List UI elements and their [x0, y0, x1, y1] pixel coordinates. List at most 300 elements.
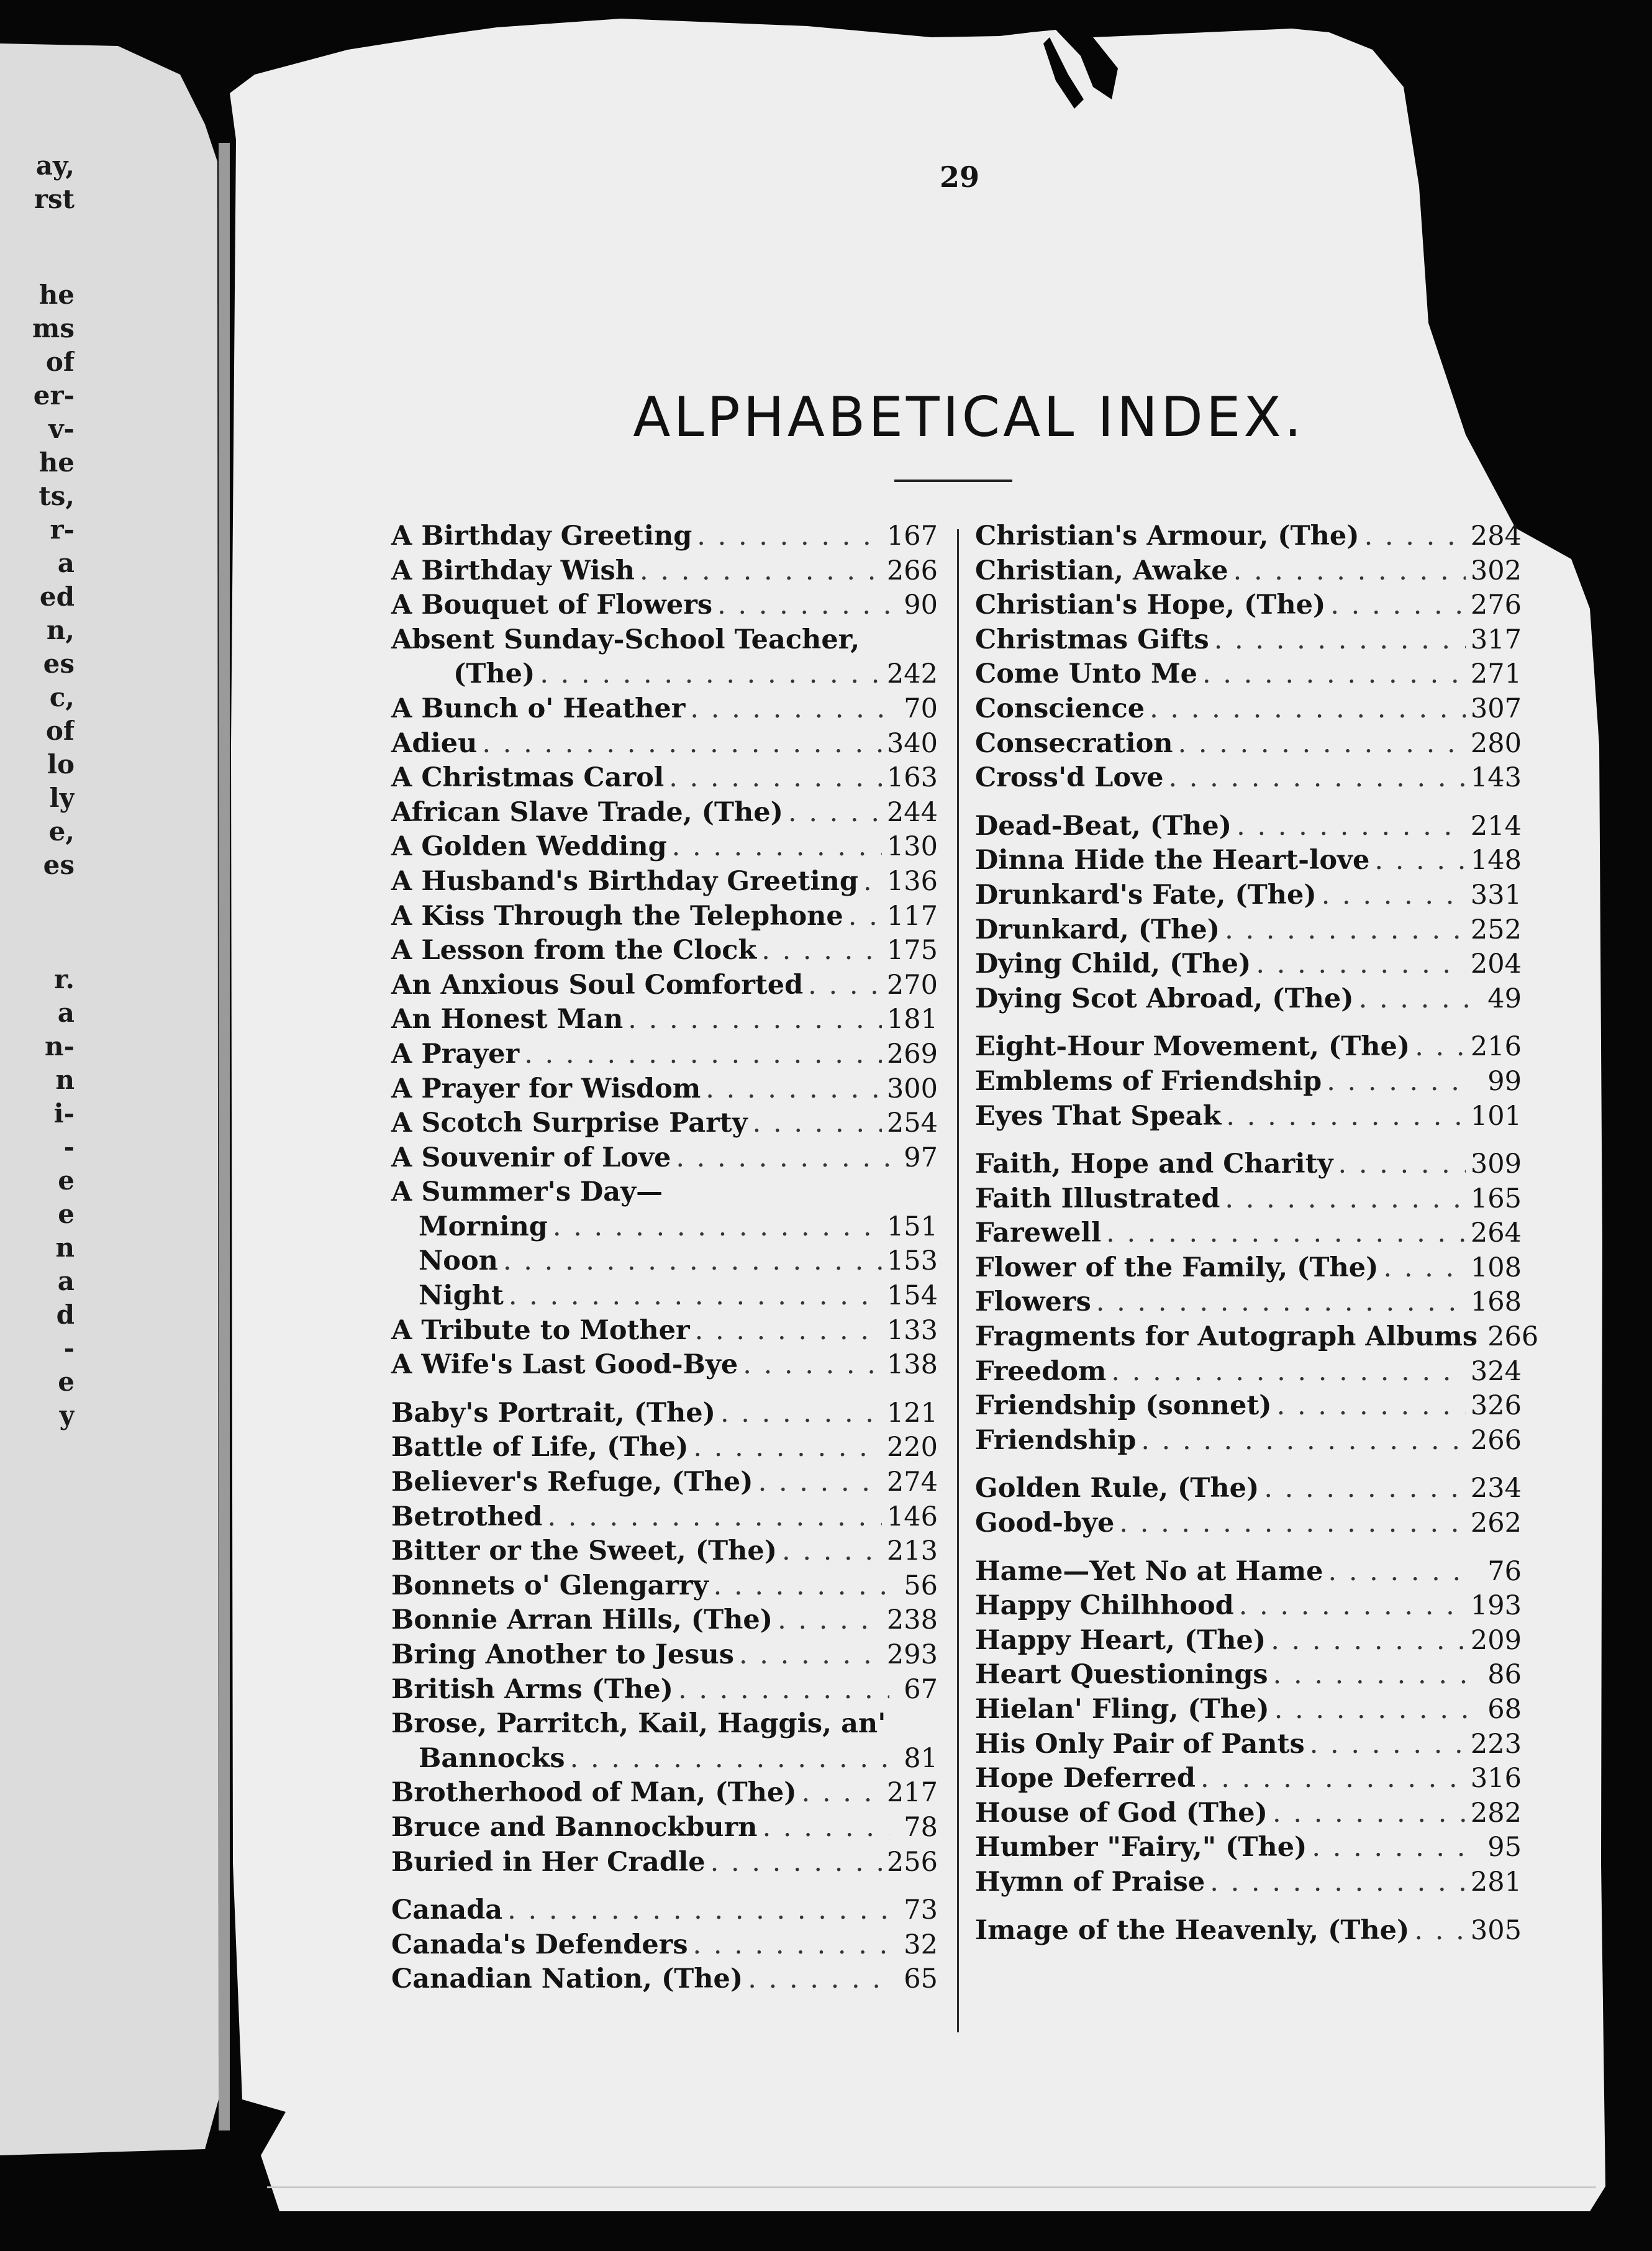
entry-title: Adieu — [391, 727, 478, 759]
leader-dots — [524, 1039, 882, 1070]
leader-dots — [763, 1812, 889, 1843]
leader-dots — [710, 1847, 882, 1878]
index-entry — [975, 811, 1522, 845]
leader-dots — [507, 1894, 889, 1926]
index-entry — [975, 1473, 1522, 1507]
index-entry — [391, 1280, 938, 1315]
edge-text-line: r. — [54, 964, 75, 994]
index-entry — [975, 555, 1522, 590]
edge-text-line: n — [55, 1232, 75, 1263]
edge-text-line: of — [45, 716, 75, 746]
edge-text-line: e — [58, 1165, 75, 1196]
edge-text-line: er- — [33, 380, 75, 411]
entry-title: Betrothed — [391, 1501, 543, 1532]
entry-title: A Birthday Wish — [391, 555, 635, 586]
entry-title: Bring Another to Jesus — [391, 1639, 734, 1670]
index-entry — [975, 624, 1522, 659]
index-entry — [975, 1625, 1522, 1660]
entry-page: 264 — [1470, 1217, 1522, 1249]
entry-title: Battle of Life, (The) — [391, 1432, 689, 1463]
leader-dots — [1273, 1659, 1473, 1690]
index-entry — [975, 1507, 1522, 1542]
index-entry — [391, 1501, 938, 1536]
leader-dots — [1312, 1832, 1473, 1863]
entry-title: A Scotch Surprise Party — [391, 1107, 748, 1139]
index-entry — [391, 1142, 938, 1177]
edge-text-line: ms — [32, 313, 75, 343]
index-entry — [391, 1535, 938, 1570]
entry-page: 136 — [886, 865, 938, 897]
entry-page: 266 — [1487, 1321, 1539, 1353]
leader-dots — [1239, 1590, 1466, 1621]
entry-page: 293 — [886, 1639, 938, 1670]
entry-page: 305 — [1470, 1914, 1522, 1946]
entry-page: 326 — [1470, 1390, 1522, 1422]
entry-title: A Kiss Through the Telephone — [391, 900, 843, 932]
index-entry — [391, 935, 938, 970]
leader-dots — [1328, 1556, 1474, 1587]
entry-title: Dead-Beat, (The) — [975, 810, 1232, 842]
entry-page: 168 — [1470, 1286, 1522, 1318]
entry-page: 307 — [1470, 693, 1522, 724]
index-entry — [391, 1107, 938, 1142]
leader-dots — [788, 797, 882, 828]
leader-dots — [1359, 983, 1473, 1014]
entry-title: Freedom — [975, 1355, 1107, 1387]
leader-dots — [695, 1315, 882, 1346]
leader-dots — [1141, 1425, 1466, 1456]
entry-title: Hame—Yet No at Hame — [975, 1555, 1323, 1587]
index-entry — [391, 693, 938, 728]
entry-title: An Honest Man — [391, 1004, 624, 1035]
entry-page: 163 — [886, 762, 938, 794]
entry-page: 151 — [886, 1211, 938, 1242]
index-entry — [975, 914, 1522, 949]
entry-page: 133 — [886, 1314, 938, 1346]
entry-page: 256 — [886, 1846, 938, 1878]
entry-title: Fragments for Autograph Albums — [975, 1321, 1478, 1353]
entry-page: 193 — [1470, 1590, 1522, 1622]
entry-page: 167 — [886, 521, 938, 552]
entry-page: 216 — [1470, 1031, 1522, 1063]
index-entry — [391, 1812, 938, 1847]
entry-title: Canada — [391, 1894, 503, 1926]
index-entry — [975, 762, 1522, 797]
entry-title: Dinna Hide the Heart-love — [975, 845, 1370, 876]
index-entry — [391, 1004, 938, 1039]
index-entry — [391, 555, 938, 590]
entry-title: Friendship (sonnet) — [975, 1390, 1272, 1422]
index-entry — [975, 845, 1522, 880]
entry-title: Dying Child, (The) — [975, 948, 1251, 980]
leader-dots — [693, 1929, 889, 1960]
index-entry — [391, 521, 938, 555]
edge-text-line: lo — [47, 749, 75, 780]
leader-dots — [1310, 1729, 1466, 1760]
leader-dots — [1168, 762, 1465, 793]
edge-text-line: ly — [49, 783, 75, 813]
index-entry — [975, 1832, 1522, 1867]
entry-page: 214 — [1470, 810, 1522, 842]
index-entry — [391, 1245, 938, 1280]
entry-page: 223 — [1470, 1728, 1522, 1760]
leader-dots — [1111, 1356, 1466, 1387]
entry-page: 220 — [886, 1432, 938, 1463]
entry-title: Conscience — [975, 693, 1145, 724]
entry-title: A Wife's Last Good-Bye — [391, 1349, 738, 1381]
leader-dots — [706, 1073, 882, 1104]
leader-dots — [1256, 948, 1466, 980]
leader-dots — [1210, 1867, 1466, 1898]
leader-dots — [1225, 1183, 1466, 1214]
entry-page: 130 — [886, 831, 938, 863]
entry-title: Good-bye — [975, 1507, 1115, 1539]
index-entry — [391, 1315, 938, 1350]
index-entry — [975, 1694, 1522, 1729]
leader-dots — [1214, 624, 1466, 655]
leader-dots — [1322, 880, 1466, 911]
entry-title: British Arms (The) — [391, 1673, 673, 1705]
entry-page: 266 — [886, 555, 938, 586]
edge-text-line — [0, 216, 75, 278]
entry-page: 270 — [886, 969, 938, 1001]
leader-dots — [570, 1743, 889, 1774]
entry-page: 117 — [886, 900, 938, 932]
entry-title: House of God (The) — [975, 1797, 1268, 1829]
index-entry — [391, 866, 938, 901]
entry-title: Flowers — [975, 1286, 1091, 1318]
entry-title: African Slave Trade, (The) — [391, 796, 783, 828]
leader-dots — [753, 1107, 882, 1139]
entry-title: Eyes That Speak — [975, 1100, 1222, 1132]
index-entry — [975, 1763, 1522, 1798]
entry-title: Farewell — [975, 1217, 1102, 1249]
entry-page: 76 — [1487, 1555, 1522, 1587]
entry-page: 300 — [886, 1073, 938, 1104]
entry-title: Canada's Defenders — [391, 1929, 688, 1960]
entry-page: 49 — [1487, 983, 1522, 1014]
entry-page: 331 — [1470, 879, 1522, 911]
edge-text-line: he — [39, 280, 75, 310]
entry-page: 204 — [1470, 948, 1522, 980]
entry-page: 146 — [886, 1501, 938, 1532]
leader-dots — [802, 1777, 882, 1808]
index-entry — [391, 1349, 938, 1384]
entry-title: Brotherhood of Man, (The) — [391, 1777, 797, 1809]
page-title: ALPHABETICAL INDEX. — [633, 385, 1305, 449]
entry-title: Hope Deferred — [975, 1763, 1196, 1794]
leader-dots — [1277, 1390, 1466, 1421]
entry-page: 181 — [886, 1004, 938, 1035]
entry-title: His Only Pair of Pants — [975, 1728, 1305, 1760]
entry-page: 90 — [904, 589, 938, 621]
index-entry — [391, 1674, 938, 1709]
leader-dots — [1237, 811, 1466, 842]
leader-dots — [778, 1604, 882, 1635]
index-entry — [975, 1867, 1522, 1901]
entry-title: Consecration — [975, 727, 1173, 759]
entry-page: 276 — [1470, 589, 1522, 621]
index-entry — [391, 797, 938, 832]
entry-page: 234 — [1470, 1473, 1522, 1504]
leader-dots — [547, 1501, 881, 1532]
entry-page: 138 — [886, 1349, 938, 1381]
index-entry — [975, 1590, 1522, 1625]
entry-page: 81 — [904, 1742, 938, 1774]
entry-title: A Bunch o' Heather — [391, 693, 686, 724]
leader-dots — [509, 1280, 882, 1311]
entry-title: Image of the Heavenly, (The) — [975, 1914, 1410, 1946]
index-entry — [975, 1286, 1522, 1321]
entry-title: Come Unto Me — [975, 658, 1197, 690]
leader-dots — [1383, 1252, 1465, 1283]
entry-page: 281 — [1470, 1866, 1522, 1898]
edge-text-line: n, — [46, 615, 75, 645]
index-entry — [975, 1101, 1522, 1135]
column-divider — [957, 529, 959, 2032]
index-entry — [975, 1659, 1522, 1694]
leader-dots — [1364, 521, 1466, 552]
index-entry — [975, 1252, 1522, 1287]
leader-dots — [782, 1535, 882, 1567]
entry-page: 280 — [1470, 727, 1522, 759]
leader-dots — [1233, 555, 1466, 586]
entry-page: 56 — [904, 1570, 938, 1601]
leader-dots — [1264, 1473, 1466, 1504]
leader-dots — [1415, 1031, 1466, 1062]
index-entry — [975, 1183, 1522, 1218]
index-entry — [975, 1729, 1522, 1763]
leader-dots — [1096, 1286, 1466, 1317]
edge-text-line: rst — [34, 184, 75, 214]
entry-page: 213 — [886, 1535, 938, 1567]
entry-title: Faith, Hope and Charity — [975, 1148, 1333, 1180]
leader-dots — [1330, 589, 1466, 621]
entry-page: 67 — [904, 1673, 938, 1705]
entry-title: Baby's Portrait, (The) — [391, 1397, 715, 1429]
entry-title: Friendship — [975, 1424, 1137, 1456]
index-entry — [391, 1398, 938, 1432]
leader-dots — [1327, 1066, 1473, 1097]
leader-dots — [1150, 693, 1466, 724]
index-entry — [391, 1073, 938, 1108]
leader-dots — [761, 935, 882, 966]
entry-page: 78 — [904, 1811, 938, 1843]
edge-text-line: - — [63, 1132, 75, 1162]
index-entry — [975, 521, 1522, 555]
leader-dots — [1202, 658, 1466, 689]
entry-title: Drunkard's Fate, (The) — [975, 879, 1317, 911]
entry-title: A Birthday Greeting — [391, 521, 692, 552]
entry-page: 73 — [904, 1894, 938, 1926]
edge-text-line: d — [56, 1299, 75, 1330]
index-entry — [391, 1639, 938, 1674]
entry-title: A Tribute to Mother — [391, 1314, 690, 1346]
index-column-right — [975, 521, 1539, 1949]
entry-title: An Anxious Soul Comforted — [391, 969, 804, 1001]
index-entry — [391, 658, 938, 693]
entry-page: 324 — [1470, 1355, 1522, 1387]
leader-dots — [1106, 1217, 1466, 1248]
edge-text-line: n — [55, 1065, 75, 1095]
leader-dots — [1338, 1148, 1466, 1180]
edge-text-line: e — [58, 1367, 75, 1397]
index-entry — [975, 880, 1522, 914]
entry-title: (The) — [453, 658, 535, 690]
entry-page: 209 — [1470, 1624, 1522, 1656]
entry-page: 97 — [904, 1142, 938, 1173]
leader-dots — [739, 1639, 882, 1670]
entry-page: 68 — [1487, 1694, 1522, 1725]
leader-dots — [1119, 1507, 1466, 1539]
leader-dots — [1226, 1101, 1466, 1132]
entry-page: 101 — [1470, 1100, 1522, 1132]
leader-dots — [640, 555, 882, 586]
entry-title: A Bouquet of Flowers — [391, 589, 713, 621]
entry-title: Morning — [419, 1211, 548, 1242]
entry-title: A Christmas Carol — [391, 762, 665, 794]
entry-page: 238 — [886, 1604, 938, 1636]
index-entry — [975, 1425, 1522, 1460]
edge-text-line: of — [45, 347, 75, 377]
leader-dots — [1271, 1625, 1466, 1656]
leader-dots — [482, 728, 882, 759]
entry-title: Happy Heart, (The) — [975, 1624, 1266, 1656]
index-entry — [975, 728, 1522, 763]
leader-dots — [628, 1004, 882, 1035]
entry-page: 99 — [1487, 1065, 1522, 1097]
entry-page: 316 — [1470, 1763, 1522, 1794]
entry-title: Brose, Parritch, Kail, Haggis, an' — [391, 1708, 886, 1740]
leader-dots — [697, 521, 882, 552]
index-entry — [391, 762, 938, 797]
leader-dots — [1274, 1694, 1473, 1725]
leader-dots — [553, 1211, 882, 1242]
leader-dots — [717, 589, 889, 621]
edge-text-line: e, — [48, 816, 75, 847]
index-entry — [391, 970, 938, 1004]
entry-title: Noon — [419, 1245, 498, 1277]
entry-title: Dying Scot Abroad, (The) — [975, 983, 1354, 1014]
entry-title: Canadian Nation, (The) — [391, 1963, 743, 1995]
leader-dots — [743, 1349, 882, 1380]
index-entry — [391, 1708, 938, 1743]
index-entry — [391, 624, 938, 659]
index-entry — [975, 1556, 1522, 1591]
edge-text-line: r- — [50, 514, 75, 545]
index-entry — [391, 1176, 938, 1211]
edge-text-line: ay, — [35, 150, 75, 181]
entry-title: Christian's Armour, (The) — [975, 521, 1359, 552]
index-entry — [975, 1217, 1522, 1252]
entry-title: Bitter or the Sweet, (The) — [391, 1535, 778, 1567]
entry-title: Drunkard, (The) — [975, 914, 1220, 945]
entry-page: 340 — [886, 727, 938, 759]
entry-title: Believer's Refuge, (The) — [391, 1467, 753, 1498]
entry-page: 262 — [1470, 1507, 1522, 1539]
index-entry — [391, 728, 938, 763]
facing-page-edge-text — [0, 149, 75, 1430]
leader-dots — [693, 1432, 882, 1463]
leader-dots — [690, 693, 889, 724]
index-entry — [391, 1432, 938, 1467]
leader-dots — [714, 1570, 889, 1601]
entry-title: Buried in Her Cradle — [391, 1846, 706, 1878]
index-entry — [391, 1570, 938, 1605]
leader-dots — [1273, 1798, 1466, 1829]
edge-text-line: e — [58, 1199, 75, 1229]
edge-text-line: a — [57, 548, 75, 578]
index-entry — [975, 1915, 1522, 1950]
entry-page: 242 — [886, 658, 938, 690]
leader-dots — [863, 866, 882, 897]
entry-title: A Husband's Birthday Greeting — [391, 865, 858, 897]
index-entry — [975, 1066, 1522, 1101]
index-entry — [975, 1321, 1539, 1356]
leader-dots — [672, 831, 882, 862]
entry-title: Eight-Hour Movement, (The) — [975, 1031, 1410, 1063]
leader-dots — [720, 1398, 882, 1429]
edge-text-line: i- — [53, 1098, 75, 1129]
entry-page: 274 — [886, 1467, 938, 1498]
edge-text-line: - — [63, 1333, 75, 1363]
entry-page: 282 — [1470, 1797, 1522, 1829]
entry-title: Bonnie Arran Hills, (The) — [391, 1604, 773, 1636]
entry-title: A Summer's Day— — [391, 1176, 663, 1208]
entry-title: Hymn of Praise — [975, 1866, 1205, 1898]
entry-title: Christian's Hope, (The) — [975, 589, 1326, 621]
leader-dots — [1414, 1915, 1466, 1946]
leader-dots — [1200, 1763, 1466, 1794]
index-entry — [391, 901, 938, 935]
index-entry — [391, 1467, 938, 1501]
entry-title: A Souvenir of Love — [391, 1142, 671, 1173]
entry-title: Bannocks — [419, 1742, 565, 1774]
edge-text-line — [0, 882, 75, 963]
entry-title: Flower of the Family, (The) — [975, 1252, 1379, 1283]
title-rule — [894, 480, 1012, 482]
entry-title: Night — [419, 1280, 504, 1312]
index-entry — [391, 1604, 938, 1639]
leader-dots — [1225, 914, 1466, 945]
index-entry — [391, 1777, 938, 1812]
leader-dots — [848, 901, 882, 932]
edge-text-line: ed — [39, 581, 75, 612]
index-entry — [391, 1929, 938, 1964]
entry-page: 154 — [886, 1280, 938, 1312]
leader-dots — [1178, 728, 1466, 759]
edge-text-line: v- — [48, 414, 75, 444]
index-entry — [975, 1356, 1522, 1391]
entry-page: 309 — [1470, 1148, 1522, 1180]
index-entry — [391, 1847, 938, 1881]
entry-title: Hielan' Fling, (The) — [975, 1694, 1269, 1725]
index-entry — [975, 1148, 1522, 1183]
entry-page: 284 — [1470, 521, 1522, 552]
entry-page: 252 — [1470, 914, 1522, 945]
entry-page: 108 — [1470, 1252, 1522, 1283]
edge-text-line: he — [39, 447, 75, 478]
index-entry — [391, 1963, 938, 1998]
entry-page: 244 — [886, 796, 938, 828]
edge-text-line: n- — [45, 1031, 75, 1062]
entry-page: 143 — [1470, 762, 1522, 794]
edge-text-line: es — [43, 648, 75, 679]
edge-text-line: ts, — [39, 481, 75, 511]
index-entry — [391, 831, 938, 866]
entry-page: 95 — [1487, 1832, 1522, 1863]
entry-title: Golden Rule, (The) — [975, 1473, 1259, 1504]
